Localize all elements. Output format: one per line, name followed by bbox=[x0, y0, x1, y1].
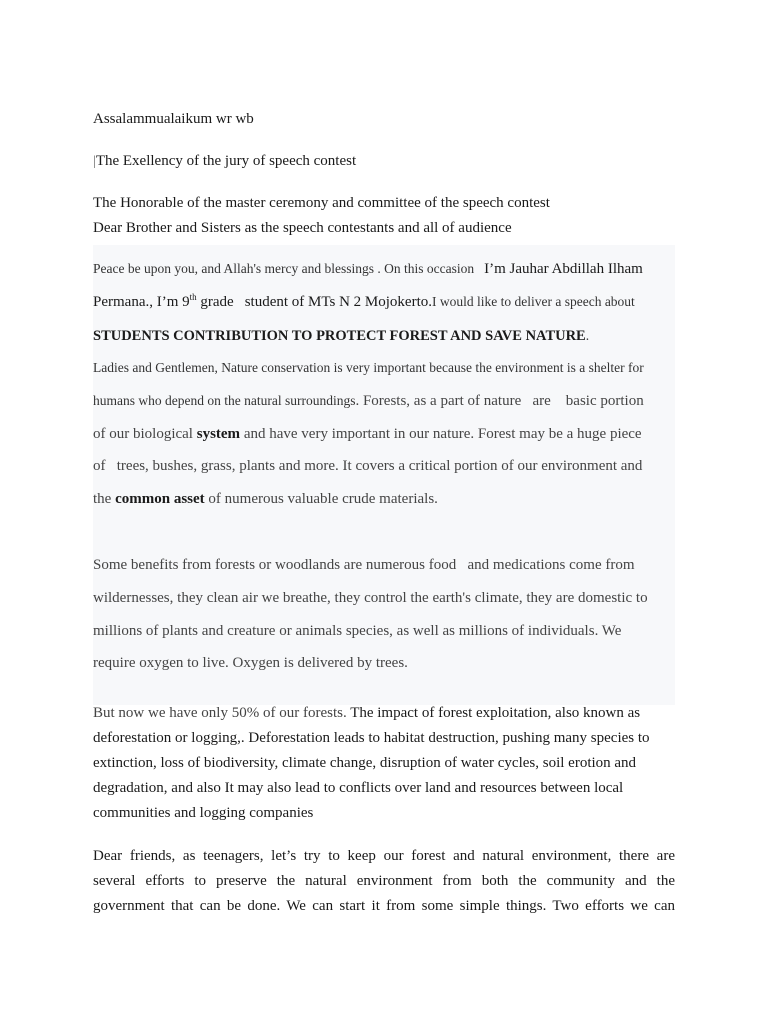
p3-lead: But now we have only 50% of our forests. bbox=[93, 705, 347, 721]
intro-grade: grade bbox=[196, 294, 234, 310]
p3-line-4: degradation, and also It may also lead to conflicts over land and resources between local bbox=[93, 780, 624, 796]
p1-line-3c: and have very important in our nature. Forest may be a huge piece bbox=[240, 426, 642, 442]
p3-line-3: extinction, loss of biodiversity, climate change, disruption of water cycles, soil erotion and bbox=[93, 755, 637, 771]
intro-deliver: I would like to deliver a speech about bbox=[432, 294, 635, 309]
speech-topic: STUDENTS CONTRIBUTION TO PROTECT FOREST AND SAVE NATURE bbox=[93, 328, 586, 344]
salutation-committee: The Honorable of the master ceremony and committee of the speech contest bbox=[93, 195, 550, 211]
p1-line-2b: . Forests, as a part of nature are basic portion bbox=[355, 393, 644, 409]
p3-line-1 bbox=[93, 703, 640, 723]
intro-line-3 bbox=[93, 326, 589, 346]
p1-line-5a: the bbox=[93, 491, 116, 507]
intro-line-1 bbox=[93, 259, 643, 279]
p4-line-2: several efforts to preserve the natural environment from both the community and the bbox=[93, 873, 675, 889]
intro-student-of: student of MTs N 2 Mojokerto. bbox=[244, 294, 432, 310]
topic-end: . bbox=[585, 328, 590, 343]
p1-line-5c: of numerous valuable crude materials. bbox=[204, 491, 438, 507]
salutation-audience: Dear Brother and Sisters as the speech contestants and all of audience bbox=[93, 220, 512, 236]
intro-line-2 bbox=[93, 292, 635, 312]
p3-line-5: communities and logging companies bbox=[93, 805, 314, 821]
intro-name-1: Jauhar Abdillah Ilham bbox=[509, 261, 643, 277]
p1-line-5 bbox=[93, 489, 438, 509]
intro-sup: th bbox=[189, 292, 197, 302]
p4-line-1: Dear friends, as teenagers, let’s try to keep our forest and natural environment, there are bbox=[93, 848, 675, 864]
p1-line-3 bbox=[93, 424, 642, 444]
p1-line-1: Ladies and Gentlemen, Nature conservation is very important because the environment is a shelter for bbox=[93, 360, 644, 375]
text-cursor: | bbox=[93, 154, 96, 169]
p1-line-2 bbox=[93, 391, 644, 411]
p2-line-3: millions of plants and creature or animals species, as well as millions of individuals. We bbox=[93, 623, 622, 639]
p1-system: system bbox=[196, 426, 241, 442]
p1-line-4: of trees, bushes, grass, plants and more. It covers a critical portion of our environment and bbox=[93, 458, 643, 474]
p2-line-2: wildernesses, they clean air we breathe, they control the earth's climate, they are domestic to bbox=[93, 590, 648, 606]
salutation-jury-text: The Exellency of the jury of speech contest bbox=[95, 153, 357, 169]
p3-line-1-rest: The impact of forest exploitation, also known as bbox=[346, 705, 641, 721]
p2-line-1: Some benefits from forests or woodlands are numerous food and medications come from bbox=[93, 557, 635, 573]
p4-line-3: government that can be done. We can start it from some simple things. Two efforts we can bbox=[93, 898, 675, 914]
p2-line-4: require oxygen to live. Oxygen is delivered by trees. bbox=[93, 655, 408, 671]
intro-greeting: Peace be upon you, and Allah's mercy and blessings . On this occasion bbox=[93, 261, 475, 276]
salutation-jury bbox=[93, 151, 356, 172]
p1-line-3a: of our biological bbox=[93, 426, 197, 442]
intro-im: I’m bbox=[484, 261, 506, 277]
p1-line-2a: humans who depend on the natural surroundings bbox=[93, 393, 356, 408]
p3-line-2: deforestation or logging,. Deforestation leads to habitat destruction, pushing many species to bbox=[93, 730, 650, 746]
greeting-line: Assalammualaikum wr wb bbox=[93, 111, 254, 127]
intro-name-2: Permana., I’m 9 bbox=[93, 294, 190, 310]
p1-common-asset: common asset bbox=[115, 491, 205, 507]
